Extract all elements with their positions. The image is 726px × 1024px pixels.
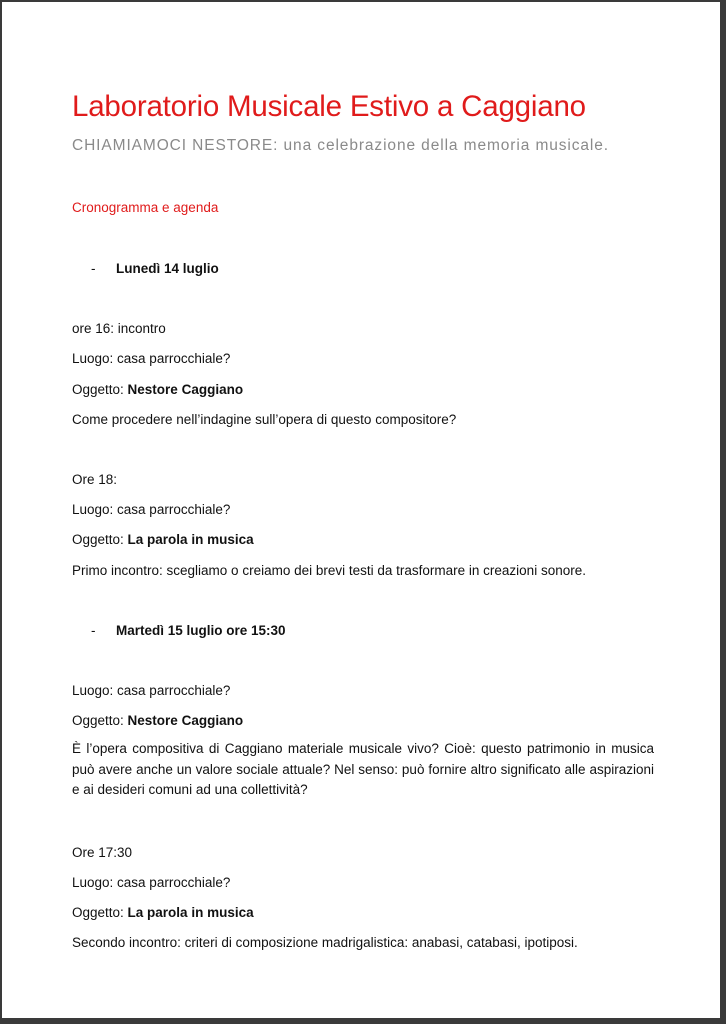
day-label: Lunedì 14 luglio [116,261,219,276]
subject-prefix: Oggetto: [72,713,128,728]
page-title: Laboratorio Musicale Estivo a Caggiano [72,90,586,123]
event-subject [72,713,243,728]
section-heading: Cronogramma e agenda [72,200,219,215]
day-label: Martedì 15 luglio ore 15:30 [116,623,286,638]
page-subtitle: CHIAMIAMOCI NESTORE: una celebrazione della memoria musicale. [72,137,610,154]
subject-value: La parola in musica [127,532,254,547]
day-heading-tuesday [91,623,286,638]
event-place: Luogo: casa parrocchiale? [72,351,231,366]
day-heading-monday [91,261,219,276]
event-description: Come procedere nell’indagine sull’opera di questo compositore? [72,412,457,427]
event-description: Primo incontro: scegliamo o creiamo dei brevi testi da trasformare in creazioni sonore. [72,563,586,578]
subject-prefix: Oggetto: [72,382,128,397]
event-description: Secondo incontro: criteri di composizione madrigalistica: anabasi, catabasi, ipotiposi. [72,935,578,950]
event-description: È l’opera compositiva di Caggiano materiale musicale vivo? Cioè: questo patrimonio in musica può avere anche un valore sociale attuale? Nel senso: può fornire altro significato alle aspirazioni e ai desideri comuni ad una collettività? [72,741,654,797]
event-time: Ore 17:30 [72,845,133,860]
subject-value: Nestore Caggiano [127,382,244,397]
event-subject [72,532,254,547]
event-place: Luogo: casa parrocchiale? [72,683,231,698]
bullet-dash: - [91,623,96,638]
event-time: ore 16: incontro [72,321,166,336]
subject-prefix: Oggetto: [72,532,128,547]
subject-value: Nestore Caggiano [127,713,244,728]
bullet-dash: - [91,261,96,276]
event-subject [72,382,243,397]
event-time: Ore 18: [72,472,118,487]
event-subject [72,905,254,920]
event-place: Luogo: casa parrocchiale? [72,875,231,890]
document-page [2,2,720,1018]
event-place: Luogo: casa parrocchiale? [72,502,231,517]
subject-prefix: Oggetto: [72,905,128,920]
subject-value: La parola in musica [127,905,254,920]
